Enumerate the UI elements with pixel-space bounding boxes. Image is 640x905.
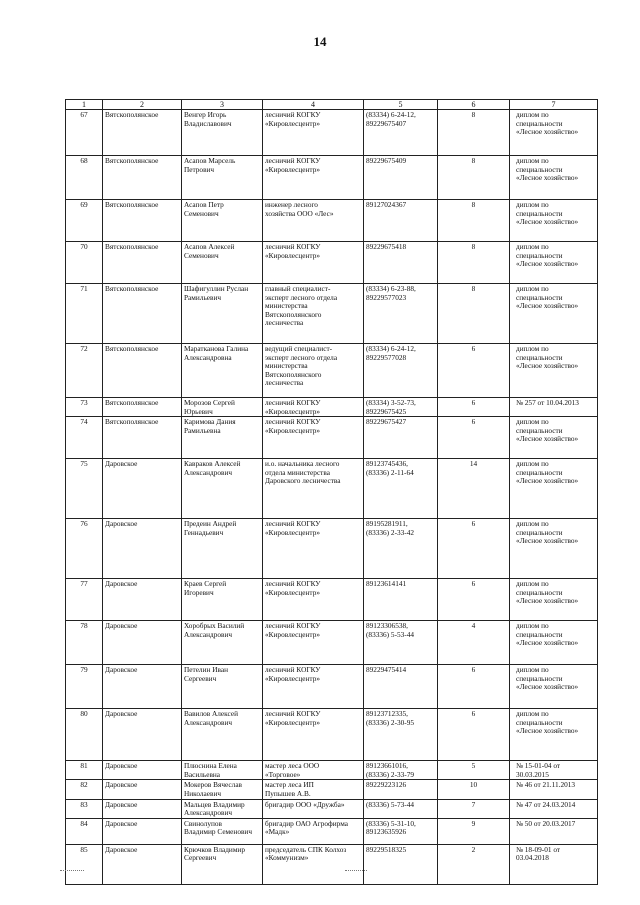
table-row [66,242,598,284]
experience-cell: 10 [438,780,510,799]
position-cell: бригадир ООО «Дружба» [263,799,364,818]
table-row [66,621,598,665]
person-name-cell: Свинолупов Владимир Семенович [182,818,263,844]
person-name-cell: Каримова Дания Рамильевна [182,417,263,459]
person-name-cell: Краев Сергей Игоревич [182,579,263,621]
district-cell: Даровское [103,459,182,519]
experience-cell: 6 [438,344,510,398]
qualification-cell: № 47 от 24.03.2014 [510,799,598,818]
person-name-cell: Хоробрых Василий Александрович [182,621,263,665]
position-cell: лесничий КОГКУ «Кировлесцентр» [263,398,364,417]
person-name-cell: Асапов Алексей Семенович [182,242,263,284]
qualification-cell: № 18-09-01 от 03.04.2018 [510,844,598,884]
column-number: 5 [364,100,438,110]
phone-cell: 89229675427 [364,417,438,459]
phone-cell: (83334) 6-24-12, 89229577028 [364,344,438,398]
district-cell: Вятскополянское [103,344,182,398]
position-cell: лесничий КОГКУ «Кировлесцентр» [263,709,364,761]
row-number: 76 [66,519,103,579]
position-cell: лесничий КОГКУ «Кировлесцентр» [263,579,364,621]
phone-cell: 89229675409 [364,156,438,200]
experience-cell: 6 [438,665,510,709]
person-name-cell: Маратканова Галина Александровна [182,344,263,398]
qualification-cell: № 50 от 20.03.2017 [510,818,598,844]
table-row [66,818,598,844]
row-number: 83 [66,799,103,818]
person-name-cell: Плюснина Елена Васильевна [182,761,263,780]
column-number: 7 [510,100,598,110]
qualification-cell: диплом по специальности «Лесное хозяйство» [510,284,598,344]
position-cell: мастер леса ИП Пупышев А.В. [263,780,364,799]
district-cell: Даровское [103,761,182,780]
position-cell: инженер лесного хозяйства ООО «Лес» [263,200,364,242]
experience-cell: 8 [438,200,510,242]
district-cell: Вятскополянское [103,156,182,200]
row-number: 74 [66,417,103,459]
position-cell: главный специалист- эксперт лесного отдела министерства Вятскополянского лесничества [263,284,364,344]
position-cell: лесничий КОГКУ «Кировлесцентр» [263,110,364,156]
qualification-cell: диплом по специальности «Лесное хозяйство» [510,344,598,398]
qualification-cell: диплом по специальности «Лесное хозяйство» [510,579,598,621]
district-cell: Даровское [103,780,182,799]
table-row [66,709,598,761]
phone-cell: (83336) 5-73-44 [364,799,438,818]
experience-cell: 2 [438,844,510,884]
qualification-cell: № 46 от 21.11.2013 [510,780,598,799]
qualification-cell: диплом по специальности «Лесное хозяйство» [510,621,598,665]
table-row [66,344,598,398]
experience-cell: 6 [438,579,510,621]
person-name-cell: Венгер Игорь Владиславович [182,110,263,156]
table-row [66,417,598,459]
table-row [66,780,598,799]
column-number: 1 [66,100,103,110]
person-name-cell: Предеин Андрей Геннадьевич [182,519,263,579]
qualification-cell: диплом по специальности «Лесное хозяйство» [510,665,598,709]
table-row [66,459,598,519]
table-row [66,156,598,200]
row-number: 78 [66,621,103,665]
experience-cell: 8 [438,110,510,156]
experience-cell: 8 [438,284,510,344]
row-number: 80 [66,709,103,761]
footer-mark [60,868,84,871]
page-footer-marks [0,868,640,876]
column-number: 3 [182,100,263,110]
qualification-cell: диплом по специальности «Лесное хозяйство» [510,519,598,579]
phone-cell: (83334) 3-52-73, 89229675425 [364,398,438,417]
row-number: 75 [66,459,103,519]
position-cell: лесничий КОГКУ «Кировлесцентр» [263,519,364,579]
district-cell: Даровское [103,709,182,761]
experience-cell: 5 [438,761,510,780]
experience-cell: 6 [438,519,510,579]
qualification-cell: диплом по специальности «Лесное хозяйство» [510,417,598,459]
phone-cell: 89195281911, (83336) 2-33-42 [364,519,438,579]
table-row [66,761,598,780]
person-name-cell: Шафигуллин Руслан Рамильевич [182,284,263,344]
person-name-cell: Крючков Владимир Сергеевич [182,844,263,884]
page-number: 14 [313,34,327,49]
person-name-cell: Асапов Петр Семенович [182,200,263,242]
qualification-cell: диплом по специальности «Лесное хозяйство» [510,459,598,519]
phone-cell: 89229475414 [364,665,438,709]
table-row [66,284,598,344]
row-number: 79 [66,665,103,709]
qualification-cell: диплом по специальности «Лесное хозяйство» [510,200,598,242]
phone-cell: 89123306538, (83336) 5-53-44 [364,621,438,665]
phone-cell: 89123614141 [364,579,438,621]
district-cell: Вятскополянское [103,398,182,417]
row-number: 72 [66,344,103,398]
row-number: 71 [66,284,103,344]
phone-cell: 89229518325 [364,844,438,884]
district-cell: Даровское [103,621,182,665]
district-cell: Даровское [103,579,182,621]
position-cell: лесничий КОГКУ «Кировлесцентр» [263,621,364,665]
qualification-cell: диплом по специальности «Лесное хозяйство» [510,242,598,284]
person-name-cell: Асапов Марсель Петрович [182,156,263,200]
phone-cell: 89123745436, (83336) 2-11-64 [364,459,438,519]
phone-cell: (83334) 6-23-88, 89229577023 [364,284,438,344]
row-number: 82 [66,780,103,799]
table-row [66,200,598,242]
position-cell: бригадир ОАО Агрофирма «Мадк» [263,818,364,844]
column-number: 2 [103,100,182,110]
phone-cell: 89123661016, (83336) 2-33-79 [364,761,438,780]
position-cell: мастер леса ООО «Торговое» [263,761,364,780]
table-row [66,398,598,417]
experience-cell: 8 [438,156,510,200]
position-cell: лесничий КОГКУ «Кировлесцентр» [263,417,364,459]
row-number: 73 [66,398,103,417]
table-row [66,665,598,709]
row-number: 69 [66,200,103,242]
table-row [66,519,598,579]
experience-cell: 6 [438,417,510,459]
person-name-cell: Петелин Иван Сергеевич [182,665,263,709]
experience-cell: 9 [438,818,510,844]
person-name-cell: Морозов Сергей Юрьевич [182,398,263,417]
experience-cell: 14 [438,459,510,519]
person-name-cell: Мальцев Владимир Александрович [182,799,263,818]
table-row [66,579,598,621]
position-cell: лесничий КОГКУ «Кировлесцентр» [263,242,364,284]
district-cell: Вятскополянское [103,417,182,459]
person-name-cell: Мокеров Вячеслав Николаевич [182,780,263,799]
qualification-cell: диплом по специальности «Лесное хозяйство» [510,156,598,200]
phone-cell: 89229675418 [364,242,438,284]
qualification-cell: диплом по специальности «Лесное хозяйство» [510,110,598,156]
phone-cell: (83334) 6-24-12, 89229675407 [364,110,438,156]
table-row [66,110,598,156]
district-cell: Даровское [103,665,182,709]
row-number: 81 [66,761,103,780]
table-row [66,844,598,884]
position-cell: лесничий КОГКУ «Кировлесцентр» [263,156,364,200]
table-body [66,100,598,885]
district-cell: Даровское [103,799,182,818]
district-cell: Даровское [103,818,182,844]
position-cell: и.о. начальника лесного отдела министерства Даровского лесничества [263,459,364,519]
district-cell: Вятскополянское [103,242,182,284]
column-number: 6 [438,100,510,110]
phone-cell: (83336) 5-31-10, 89123635926 [364,818,438,844]
phone-cell: 89123712335, (83336) 2-30-95 [364,709,438,761]
phone-cell: 89127024367 [364,200,438,242]
registry-table [65,99,598,885]
district-cell: Вятскополянское [103,110,182,156]
person-name-cell: Вавилов Алексей Александрович [182,709,263,761]
experience-cell: 4 [438,621,510,665]
district-cell: Вятскополянское [103,284,182,344]
qualification-cell: № 15-01-04 от 30.03.2015 [510,761,598,780]
row-number: 77 [66,579,103,621]
district-cell: Даровское [103,519,182,579]
position-cell: лесничий КОГКУ «Кировлесцентр» [263,665,364,709]
row-number: 70 [66,242,103,284]
row-number: 67 [66,110,103,156]
row-number: 84 [66,818,103,844]
qualification-cell: диплом по специальности «Лесное хозяйство» [510,709,598,761]
person-name-cell: Кавраков Алексей Александрович [182,459,263,519]
footer-mark [345,868,367,871]
experience-cell: 6 [438,398,510,417]
column-number-row [66,100,598,110]
experience-cell: 8 [438,242,510,284]
position-cell: ведущий специалист- эксперт лесного отдела министерства Вятскополянского лесничества [263,344,364,398]
row-number: 68 [66,156,103,200]
experience-cell: 6 [438,709,510,761]
qualification-cell: № 257 от 10.04.2013 [510,398,598,417]
district-cell: Даровское [103,844,182,884]
phone-cell: 89229223126 [364,780,438,799]
district-cell: Вятскополянское [103,200,182,242]
table-row [66,799,598,818]
row-number: 85 [66,844,103,884]
position-cell: председатель СПК Колхоз «Коммунизм» [263,844,364,884]
experience-cell: 7 [438,799,510,818]
column-number: 4 [263,100,364,110]
